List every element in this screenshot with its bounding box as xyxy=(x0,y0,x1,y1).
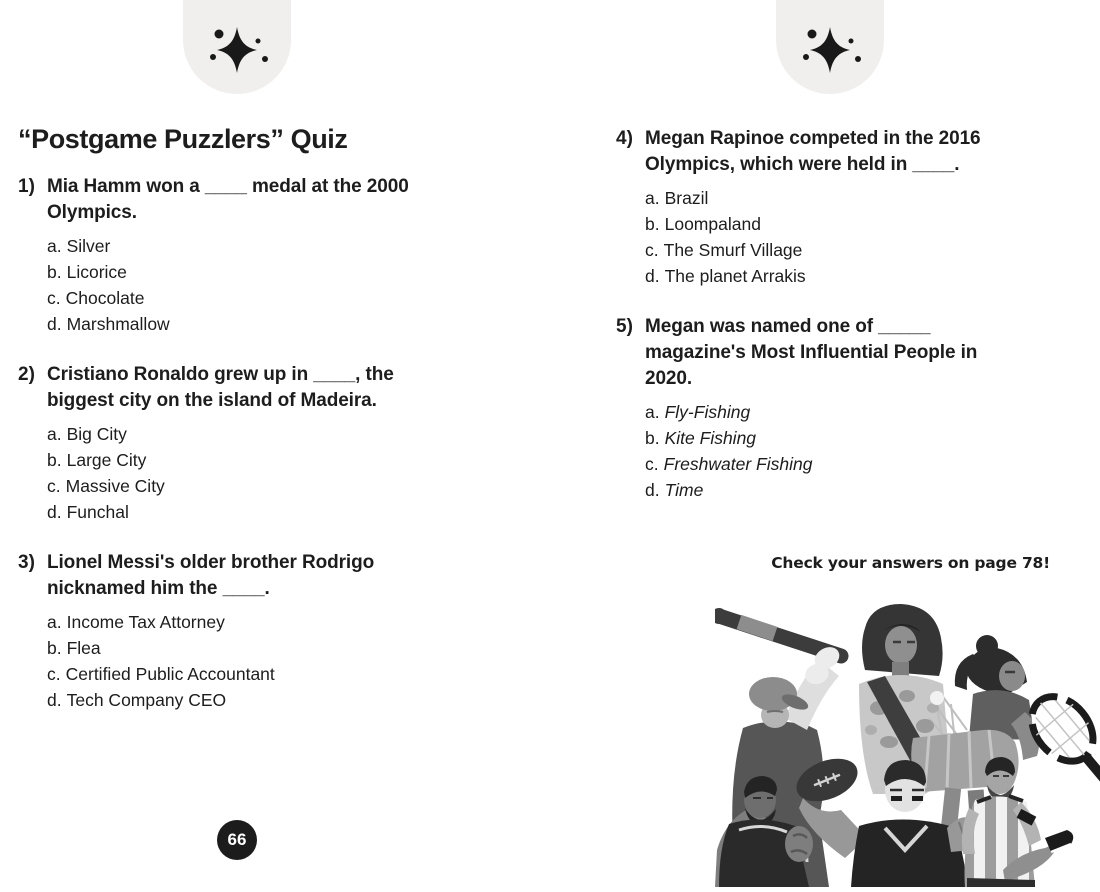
right-page xyxy=(616,126,1014,528)
athletes-illustration xyxy=(715,600,1100,887)
option-item xyxy=(47,687,460,713)
left-page xyxy=(18,124,460,738)
option-text: The Smurf Village xyxy=(663,240,803,260)
question-number: 1) xyxy=(18,176,35,197)
sparkle-icon xyxy=(183,6,291,94)
option-label: b. xyxy=(645,214,660,234)
option-item xyxy=(47,609,460,635)
option-item xyxy=(47,421,460,447)
question-item-1 xyxy=(18,174,460,337)
page-title: “Postgame Puzzlers” Quiz xyxy=(18,124,348,154)
option-text: Brazil xyxy=(664,188,709,208)
option-text: Large City xyxy=(66,450,147,470)
option-text: Massive City xyxy=(65,476,165,496)
option-label: b. xyxy=(47,638,62,658)
bookmark-tab-right xyxy=(776,0,884,94)
option-text: Fly-Fishing xyxy=(664,402,751,422)
option-item xyxy=(47,473,460,499)
option-label: d. xyxy=(645,266,660,286)
option-item xyxy=(645,263,1014,289)
option-label: b. xyxy=(645,428,660,448)
option-label: c. xyxy=(645,454,659,474)
question-number: 3) xyxy=(18,552,35,573)
option-text: Silver xyxy=(66,236,111,256)
option-label: b. xyxy=(47,450,62,470)
sparkle-icon xyxy=(776,6,884,94)
option-label: c. xyxy=(645,240,659,260)
option-text: Tech Company CEO xyxy=(66,690,227,710)
question-text: Lionel Messi's older brother Rodrigo nicknamed him the ____. xyxy=(47,552,375,599)
question-text: Megan was named one of _____ magazine's Most Influential People in 2020. xyxy=(645,316,978,389)
option-item xyxy=(645,425,1014,451)
page-number-badge xyxy=(217,820,257,860)
question-text: Megan Rapinoe competed in the 2016 Olympics, which were held in ____. xyxy=(645,128,981,175)
option-item xyxy=(47,447,460,473)
options-list xyxy=(645,185,1014,289)
question-text: Cristiano Ronaldo grew up in ____, the biggest city on the island of Madeira. xyxy=(47,364,394,411)
option-item xyxy=(47,635,460,661)
option-text: Marshmallow xyxy=(66,314,170,334)
option-label: d. xyxy=(645,480,660,500)
option-label: a. xyxy=(645,402,660,422)
option-text: Time xyxy=(664,480,704,500)
question-item-4 xyxy=(616,126,1014,289)
option-item xyxy=(645,211,1014,237)
option-label: b. xyxy=(47,262,62,282)
question-item-2 xyxy=(18,362,460,525)
option-label: c. xyxy=(47,664,61,684)
question-text: Mia Hamm won a ____ medal at the 2000 Olympics. xyxy=(47,176,409,223)
option-item xyxy=(47,259,460,285)
question-number: 4) xyxy=(616,128,633,149)
bookmark-tab-left xyxy=(183,0,291,94)
option-text: Big City xyxy=(66,424,127,444)
option-text: Certified Public Accountant xyxy=(65,664,275,684)
option-text: Funchal xyxy=(66,502,129,522)
option-label: a. xyxy=(47,612,62,632)
option-label: d. xyxy=(47,502,62,522)
option-text: Kite Fishing xyxy=(664,428,757,448)
option-item xyxy=(47,499,460,525)
options-list xyxy=(645,399,1014,503)
option-item xyxy=(645,237,1014,263)
page-number: 66 xyxy=(227,830,247,849)
options-list xyxy=(47,421,460,525)
option-item xyxy=(645,185,1014,211)
question-number: 5) xyxy=(616,316,633,337)
options-list xyxy=(47,609,460,713)
options-list xyxy=(47,233,460,337)
baseball-bat-icon xyxy=(715,608,841,656)
option-text: Loompaland xyxy=(664,214,761,234)
option-item xyxy=(645,399,1014,425)
option-label: d. xyxy=(47,690,62,710)
question-number: 2) xyxy=(18,364,35,385)
question-item-3 xyxy=(18,550,460,713)
option-item xyxy=(645,477,1014,503)
option-item xyxy=(47,311,460,337)
option-label: a. xyxy=(47,236,62,256)
option-item xyxy=(645,451,1014,477)
answers-note: Check your answers on page 78! xyxy=(771,554,1050,572)
option-label: c. xyxy=(47,288,61,308)
option-text: Licorice xyxy=(66,262,127,282)
option-text: Freshwater Fishing xyxy=(663,454,813,474)
option-text: Chocolate xyxy=(65,288,145,308)
question-item-5 xyxy=(616,314,1014,503)
option-item xyxy=(47,285,460,311)
option-label: d. xyxy=(47,314,62,334)
option-item xyxy=(47,661,460,687)
option-text: The planet Arrakis xyxy=(664,266,806,286)
option-text: Income Tax Attorney xyxy=(66,612,225,632)
option-label: c. xyxy=(47,476,61,496)
option-text: Flea xyxy=(66,638,101,658)
option-label: a. xyxy=(645,188,660,208)
option-item xyxy=(47,233,460,259)
option-label: a. xyxy=(47,424,62,444)
